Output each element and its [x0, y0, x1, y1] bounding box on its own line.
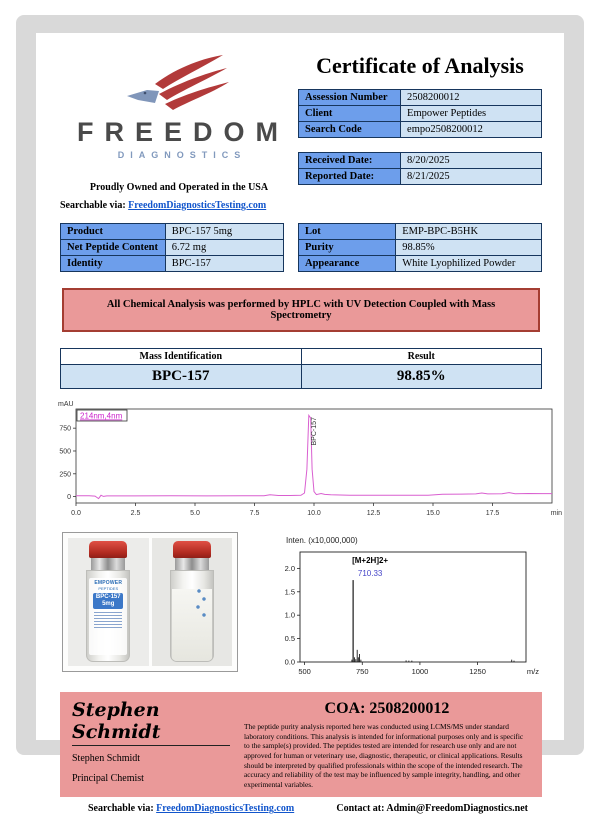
svg-text:2.0: 2.0: [284, 563, 295, 573]
reported-date-value: 8/21/2025: [401, 169, 542, 185]
x-axis-label: min: [550, 510, 562, 517]
plot-area: [300, 552, 526, 662]
product-lot-row: [60, 223, 542, 272]
svg-text:1.0: 1.0: [284, 610, 295, 620]
table-row: [61, 256, 284, 272]
svg-text:1250: 1250: [469, 667, 486, 676]
signature-script: Stephen Schmidt: [72, 699, 230, 746]
ms-title: Inten. (x10,000,000): [286, 536, 358, 545]
vial-dose: 5mg: [102, 601, 115, 607]
svg-text:750: 750: [59, 425, 71, 433]
client-label: Client: [299, 106, 401, 122]
table-row: [299, 153, 542, 169]
coa-number: COA: 2508200012: [324, 700, 450, 717]
vial-cap: [173, 541, 211, 558]
header: [60, 45, 542, 211]
x-axis-label: m/z: [526, 667, 539, 676]
logo-subtitle: DIAGNOSTICS: [117, 150, 247, 160]
hplc-chromatogram: [44, 397, 564, 519]
chemist-role: Principal Chemist: [72, 773, 144, 784]
mass-spectrum: [270, 532, 542, 680]
received-date-value: 8/20/2025: [401, 153, 542, 169]
svg-text:500: 500: [298, 667, 311, 676]
svg-text:17.5: 17.5: [485, 510, 500, 517]
svg-text:1.5: 1.5: [284, 587, 295, 597]
search-code-value: empo2508200012: [401, 122, 542, 138]
purity-label: Purity: [299, 240, 396, 256]
vial-glass: [86, 570, 130, 662]
vial-crimp: [175, 558, 209, 570]
svg-text:12.5: 12.5: [366, 510, 381, 517]
mass-id-value: BPC-157: [61, 365, 302, 389]
usa-tagline: Proudly Owned and Operated in the USA: [89, 182, 269, 193]
header-searchable-line: [60, 200, 298, 211]
result-header: Result: [301, 349, 542, 365]
certificate-sheet: [36, 33, 564, 814]
svg-text:750: 750: [356, 667, 369, 676]
signature-column: [72, 699, 230, 789]
table-row: [299, 90, 542, 106]
table-row: [299, 240, 542, 256]
reported-date-label: Reported Date:: [299, 169, 401, 185]
accession-label: Assession Number: [299, 90, 401, 106]
vial-front: [85, 541, 131, 663]
mass-id-header: Mass Identification: [61, 349, 302, 365]
disclaimer-text: The peptide purity analysis reported here was conducted using LCMS/MS under standard laboratory conditions. This analysis is intended for informational purposes only and is specific to the sample(s) provided. The peptides tested are intended for research use only and are not approved for human or veterinary use, diagnostic, therapeutic, or clinical applications. Results should be interpreted by qualified professionals within the scope of the intended research. The accuracy and reliability of the test may be influenced by sample integrity, handling, and other experimental variables.: [244, 722, 524, 789]
vial-photos: [62, 532, 238, 672]
coa-column: [244, 699, 530, 789]
svg-text:7.5: 7.5: [249, 510, 260, 517]
purity-value: 98.85%: [396, 240, 542, 256]
product-table: [60, 223, 284, 272]
mass-identification-table: [60, 348, 542, 389]
vial-fine-print: [94, 612, 122, 628]
y-axis-label: mAU: [58, 401, 74, 408]
searchable-link[interactable]: FreedomDiagnosticsTesting.com: [128, 200, 267, 211]
table-row: [299, 106, 542, 122]
signature-block: [60, 692, 542, 797]
table-row: [61, 240, 284, 256]
footer-searchable-link[interactable]: FreedomDiagnosticsTesting.com: [156, 803, 295, 814]
search-code-label: Search Code: [299, 122, 401, 138]
logo-wordmark: FREEDOM: [77, 117, 289, 147]
svg-text:0.5: 0.5: [284, 634, 295, 644]
lot-label: Lot: [299, 224, 396, 240]
received-date-label: Received Date:: [299, 153, 401, 169]
accession-value: 2508200012: [401, 90, 542, 106]
vial-brand-sub: PEPTIDES: [98, 586, 119, 591]
searchable-label: Searchable via:: [60, 200, 126, 211]
table-row: [61, 349, 542, 365]
vial-product-band: [93, 593, 123, 609]
net-peptide-value: 6.72 mg: [165, 240, 283, 256]
table-row: [299, 256, 542, 272]
product-label: Product: [61, 224, 166, 240]
vial-label: [89, 578, 127, 655]
table-row: [299, 224, 542, 240]
svg-text:2.5: 2.5: [130, 510, 141, 517]
svg-text:10.0: 10.0: [307, 510, 321, 517]
lot-value: EMP-BPC-B5HK: [396, 224, 542, 240]
result-value: 98.85%: [301, 365, 542, 389]
vial-front-photo: [68, 538, 149, 666]
footer-searchable: [88, 803, 294, 814]
svg-text:5.0: 5.0: [190, 510, 200, 517]
lot-table: [298, 223, 542, 272]
vial-back: [169, 541, 215, 663]
svg-text:0.0: 0.0: [71, 510, 81, 517]
identity-value: BPC-157: [165, 256, 283, 272]
svg-text:500: 500: [59, 448, 71, 456]
ms-annotation: [M+2H]2+: [352, 555, 389, 565]
peak-label: BPC-157: [311, 417, 319, 446]
chromatogram-section: [44, 397, 562, 524]
page-title: Certificate of Analysis: [316, 53, 524, 78]
title-column: [298, 45, 542, 211]
table-row: [61, 365, 542, 389]
methodology-banner: All Chemical Analysis was performed by HPLC with UV Detection Coupled with Mass Spectrometry: [62, 288, 540, 332]
ms-annotation: 710.33: [357, 568, 383, 578]
svg-text:15.0: 15.0: [426, 510, 440, 517]
vial-product-name: BPC-157: [95, 594, 121, 600]
vial-cap: [89, 541, 127, 558]
product-table-wrap: [60, 223, 298, 272]
vial-label-edge: [195, 587, 209, 621]
chemist-name: Stephen Schmidt: [72, 753, 141, 764]
vial-crimp: [91, 558, 125, 570]
svg-text:0: 0: [67, 494, 71, 502]
media-row: [60, 532, 542, 680]
appearance-value: White Lyophilized Powder: [396, 256, 542, 272]
identity-label: Identity: [61, 256, 166, 272]
vial-glass: [170, 570, 214, 662]
svg-text:1000: 1000: [411, 667, 429, 676]
net-peptide-label: Net Peptide Content: [61, 240, 166, 256]
dates-table: [298, 152, 542, 185]
eagle-logo-icon: [123, 55, 235, 115]
footer-searchable-label: Searchable via:: [88, 803, 154, 814]
accession-table: [298, 89, 542, 138]
table-row: [299, 122, 542, 138]
table-row: [61, 224, 284, 240]
footer: [60, 803, 542, 814]
footer-contact: Contact at: Admin@FreedomDiagnostics.net: [336, 803, 528, 814]
client-value: Empower Peptides: [401, 106, 542, 122]
appearance-label: Appearance: [299, 256, 396, 272]
vial-brand: EMPOWER: [94, 580, 123, 586]
logo-block: [60, 45, 298, 211]
legend-label: 214nm,4nm: [80, 411, 123, 421]
product-value: BPC-157 5mg: [165, 224, 283, 240]
svg-text:0.0: 0.0: [284, 657, 295, 667]
table-row: [299, 169, 542, 185]
vial-back-photo: [152, 538, 233, 666]
svg-text:250: 250: [59, 471, 71, 479]
lot-table-wrap: [298, 223, 542, 272]
